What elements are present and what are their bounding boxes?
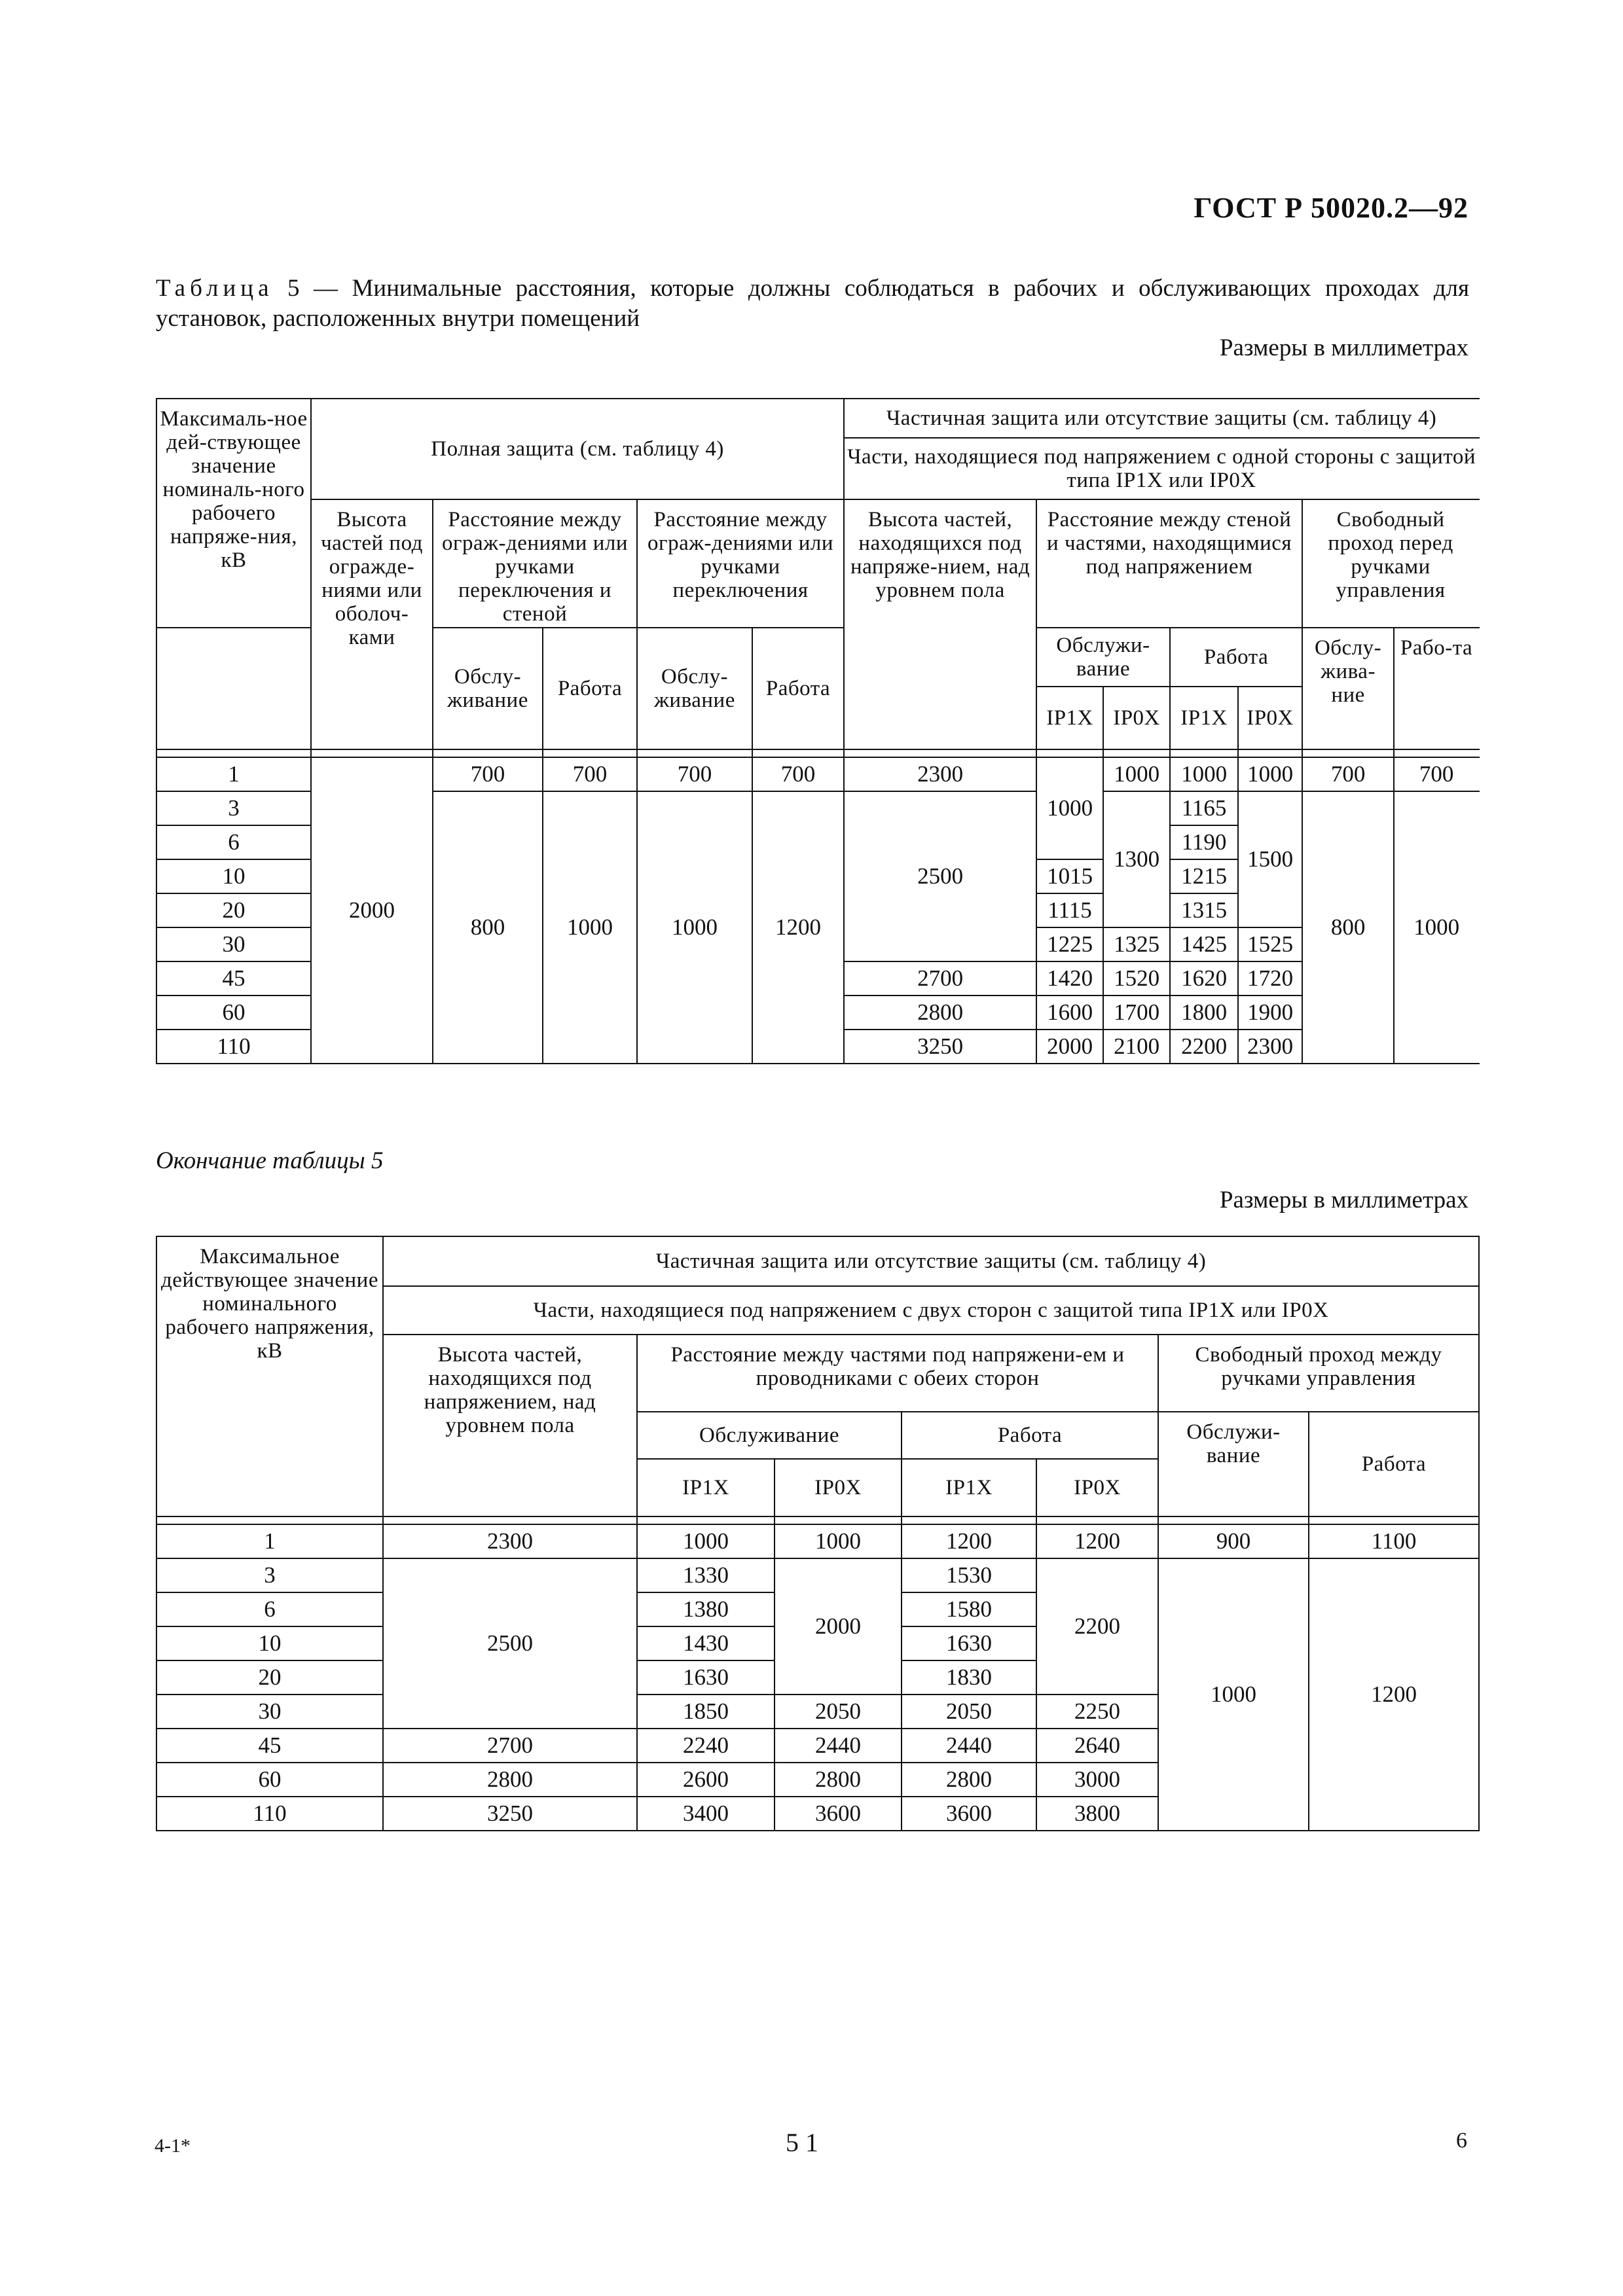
voltage-cell: 20 [156, 893, 311, 927]
table-5-end [156, 1236, 1480, 1831]
data-cell: 1800 [1170, 996, 1238, 1030]
header-partial-protection: Частичная защита или отсутствие защиты (см. таблицу 4) [383, 1236, 1479, 1286]
header-service: Обслу-живание [433, 628, 543, 749]
header-full-protection: Полная защита (см. таблицу 4) [311, 399, 844, 499]
header-dist-fence: Расстояние между ограж-дениями или ручками переключения [637, 499, 844, 628]
voltage-cell: 110 [156, 1797, 383, 1831]
voltage-cell: 60 [156, 1763, 383, 1797]
data-cell: 1000 [1103, 757, 1170, 791]
voltage-cell: 3 [156, 791, 311, 825]
data-cell: 2100 [1103, 1030, 1170, 1064]
data-cell: 1430 [637, 1626, 775, 1660]
data-cell: 700 [543, 757, 637, 791]
data-cell: 1330 [637, 1558, 775, 1592]
data-cell: 1530 [902, 1558, 1036, 1592]
continuation-title: Окончание таблицы 5 [156, 1147, 384, 1174]
units-note: Размеры в миллиметрах [1219, 1187, 1468, 1213]
data-cell: 3600 [902, 1797, 1036, 1831]
data-cell: 2640 [1036, 1729, 1158, 1763]
data-cell: 1000 [775, 1524, 902, 1558]
data-cell: 700 [752, 757, 844, 791]
data-cell: 1000 [1394, 791, 1479, 1064]
data-cell: 700 [1302, 757, 1394, 791]
voltage-cell: 1 [156, 757, 311, 791]
document-code: ГОСТ Р 50020.2—92 [1194, 192, 1468, 224]
data-cell: 2300 [844, 757, 1036, 791]
data-cell: 1315 [1170, 893, 1238, 927]
header-work: Работа [543, 628, 637, 749]
table-caption-text: 5 — Минимальные расстояния, которые должны соблюдаться в рабочих и обслуживающих проходах для установок, расположенных внутри помещений [156, 275, 1469, 332]
units-note: Размеры в миллиметрах [1219, 334, 1468, 361]
header-ip0x: IP0X [775, 1459, 902, 1516]
data-cell: 2250 [1036, 1695, 1158, 1729]
data-cell: 1000 [543, 791, 637, 1064]
header-ip0x: IP0X [1238, 687, 1302, 749]
data-cell: 1015 [1036, 859, 1103, 893]
header-ip1x: IP1X [902, 1459, 1036, 1516]
data-cell: 2800 [844, 996, 1036, 1030]
data-cell: 3800 [1036, 1797, 1158, 1831]
header-free-passage: Свободный проход перед ручками управления [1302, 499, 1479, 628]
header-ip1x: IP1X [1036, 687, 1103, 749]
header-ip0x: IP0X [1103, 687, 1170, 749]
data-cell: 2000 [775, 1558, 902, 1695]
data-cell: 3600 [775, 1797, 902, 1831]
data-cell: 1380 [637, 1592, 775, 1626]
data-cell: 2700 [844, 961, 1036, 996]
data-cell: 1420 [1036, 961, 1103, 996]
data-cell: 1000 [637, 1524, 775, 1558]
data-cell: 2240 [637, 1729, 775, 1763]
data-cell: 1000 [1036, 757, 1103, 859]
header-work: Работа [752, 628, 844, 749]
header-partial-protection: Частичная защита или отсутствие защиты (см. таблицу 4) [844, 399, 1479, 438]
data-cell: 2500 [383, 1558, 637, 1729]
voltage-cell: 3 [156, 1558, 383, 1592]
footer-signature: 4-1* [155, 2135, 191, 2157]
voltage-cell: 6 [156, 825, 311, 859]
voltage-cell: 45 [156, 961, 311, 996]
data-cell: 2500 [844, 791, 1036, 961]
data-cell: 2700 [383, 1729, 637, 1763]
data-cell: 1000 [1158, 1558, 1309, 1831]
data-cell: 2800 [775, 1763, 902, 1797]
data-cell: 3400 [637, 1797, 775, 1831]
header-two-sides: Части, находящиеся под напряжением с двух сторон с защитой типа IP1X или IP0X [383, 1286, 1479, 1335]
voltage-cell: 45 [156, 1729, 383, 1763]
header-one-side: Части, находящиеся под напряжением с одной стороны с защитой типа IP1X или IP0X [844, 438, 1479, 499]
header-free-passage: Свободный проход между ручками управления [1158, 1335, 1479, 1412]
data-cell: 700 [637, 757, 752, 791]
data-cell: 1520 [1103, 961, 1170, 996]
voltage-cell: 10 [156, 859, 311, 893]
data-cell: 1000 [637, 791, 752, 1064]
data-cell: 1000 [1170, 757, 1238, 791]
data-cell: 2050 [902, 1695, 1036, 1729]
table-caption-label: Таблица [156, 275, 274, 302]
header-work: Работа [1309, 1412, 1479, 1516]
data-cell: 1525 [1238, 927, 1302, 961]
data-cell: 2000 [1036, 1030, 1103, 1064]
data-cell: 1000 [1238, 757, 1302, 791]
data-cell: 2000 [311, 757, 433, 1064]
data-cell: 700 [433, 757, 543, 791]
data-cell: 3000 [1036, 1763, 1158, 1797]
table-row [156, 757, 1479, 791]
header-service: Обслужи-вание [1158, 1412, 1309, 1516]
data-cell: 2600 [637, 1763, 775, 1797]
header-height-live: Высота частей, находящихся под напряжением, над уровнем пола [383, 1335, 637, 1516]
data-cell: 2050 [775, 1695, 902, 1729]
header-dist-parts: Расстояние между частями под напряжени-ем и проводниками с обеих сторон [637, 1335, 1158, 1412]
header-service: Обслуживание [637, 1412, 902, 1459]
sheet-number: 6 [1456, 2128, 1467, 2153]
data-cell: 3250 [844, 1030, 1036, 1064]
header-ip1x: IP1X [637, 1459, 775, 1516]
header-dist-fence-wall: Расстояние между ограж-дениями или ручками переключения и стеной [433, 499, 637, 628]
data-cell: 1165 [1170, 791, 1238, 825]
data-cell: 2800 [902, 1763, 1036, 1797]
header-work: Работа [902, 1412, 1158, 1459]
data-cell: 1700 [1103, 996, 1170, 1030]
data-cell: 2300 [383, 1524, 637, 1558]
header-service: Обслу-живание [637, 628, 752, 749]
data-cell: 1200 [1036, 1524, 1158, 1558]
data-cell: 2440 [902, 1729, 1036, 1763]
data-cell: 1115 [1036, 893, 1103, 927]
page-number: 51 [786, 2128, 825, 2157]
header-dist-wall-live: Расстояние между стеной и частями, находящимися под напряжением [1036, 499, 1302, 628]
data-cell: 1300 [1103, 791, 1170, 927]
table-row [156, 1558, 1479, 1592]
data-cell: 1425 [1170, 927, 1238, 961]
data-cell: 1900 [1238, 996, 1302, 1030]
data-cell: 1100 [1309, 1524, 1479, 1558]
header-voltage: Максимальное действующее значение номинального рабочего напряжения, кВ [156, 1236, 383, 1516]
data-cell: 2200 [1036, 1558, 1158, 1695]
data-cell: 1850 [637, 1695, 775, 1729]
voltage-cell: 1 [156, 1524, 383, 1558]
data-cell: 900 [1158, 1524, 1309, 1558]
data-cell: 1200 [1309, 1558, 1479, 1831]
data-cell: 1580 [902, 1592, 1036, 1626]
header-work: Работа [1170, 628, 1302, 687]
voltage-cell: 60 [156, 996, 311, 1030]
data-cell: 1600 [1036, 996, 1103, 1030]
header-ip0x: IP0X [1036, 1459, 1158, 1516]
voltage-cell: 10 [156, 1626, 383, 1660]
data-cell: 800 [1302, 791, 1394, 1064]
data-cell: 1720 [1238, 961, 1302, 996]
voltage-cell: 110 [156, 1030, 311, 1064]
data-cell: 1630 [637, 1660, 775, 1695]
table-caption [156, 274, 1469, 334]
data-cell: 1200 [902, 1524, 1036, 1558]
header-service: Обслужи-вание [1036, 628, 1170, 687]
header-height-live: Высота частей, находящихся под напряже-нием, над уровнем пола [844, 499, 1036, 749]
table-5 [156, 398, 1480, 1064]
data-cell: 2200 [1170, 1030, 1238, 1064]
voltage-cell: 20 [156, 1660, 383, 1695]
table-row [156, 1524, 1479, 1558]
data-cell: 1325 [1103, 927, 1170, 961]
header-ip1x: IP1X [1170, 687, 1238, 749]
data-cell: 1225 [1036, 927, 1103, 961]
data-cell: 800 [433, 791, 543, 1064]
data-cell: 2440 [775, 1729, 902, 1763]
header-height-enclosure: Высота частей под огражде-ниями или оболоч-ками [311, 499, 433, 749]
voltage-cell: 30 [156, 1695, 383, 1729]
data-cell: 1620 [1170, 961, 1238, 996]
data-cell: 1500 [1238, 791, 1302, 927]
data-cell: 2300 [1238, 1030, 1302, 1064]
data-cell: 1215 [1170, 859, 1238, 893]
data-cell: 1830 [902, 1660, 1036, 1695]
voltage-cell: 30 [156, 927, 311, 961]
header-voltage: Максималь-ное дей-ствующее значение номиналь-ного рабочего напряже-ния, кВ [156, 399, 311, 628]
data-cell: 1190 [1170, 825, 1238, 859]
header-service: Обслу-жива-ние [1302, 628, 1394, 749]
voltage-cell: 6 [156, 1592, 383, 1626]
data-cell: 1200 [752, 791, 844, 1064]
data-cell: 3250 [383, 1797, 637, 1831]
header-work: Рабо-та [1394, 628, 1479, 749]
data-cell: 2800 [383, 1763, 637, 1797]
data-cell: 700 [1394, 757, 1479, 791]
data-cell: 1630 [902, 1626, 1036, 1660]
